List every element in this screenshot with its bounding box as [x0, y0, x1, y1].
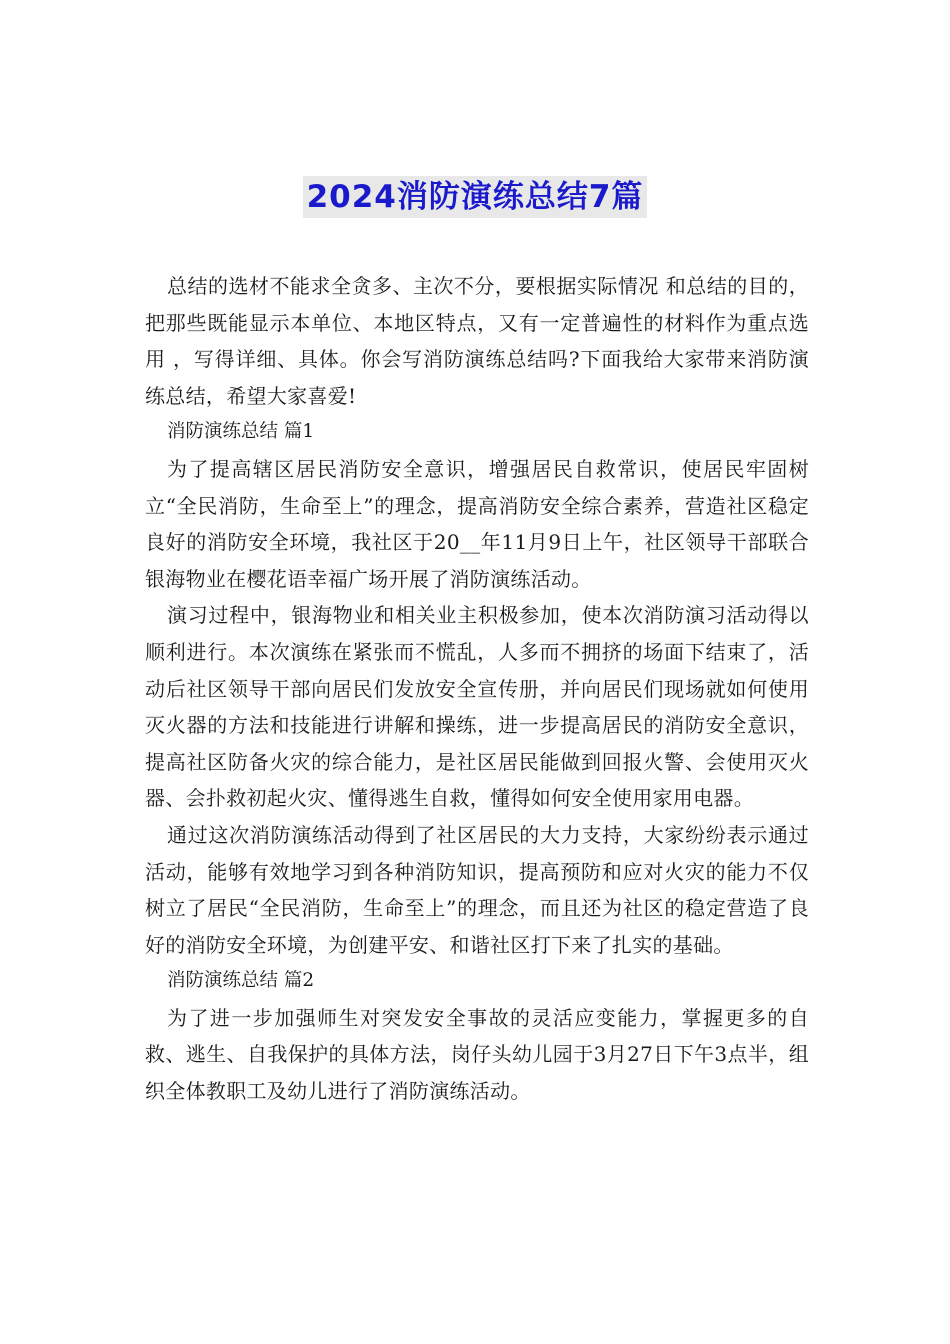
title-wrap: [0, 176, 950, 218]
section2-paragraph-1: 为了进一步加强师生对突发安全事故的灵活应变能力，掌握更多的自救、逃生、自我保护的具体方法，岗仔头幼儿园于3月27日下午3点半，组织全体教职工及幼儿进行了消防演练活动。: [145, 1005, 809, 1104]
section-heading-2: 消防演练总结 篇2: [167, 970, 315, 992]
section1-paragraph-1: 为了提高辖区居民消防安全意识，增强居民自救常识，使居民牢固树立“全民消防，生命至上”的理念，提高消防安全综合素养，营造社区稳定良好的消防安全环境，我社区于20__年11月9日上午，社区领导干部联合银海物业在樱花语幸福广场开展了消防演练活动。: [145, 456, 809, 591]
document-title: 2024消防演练总结7篇: [303, 176, 648, 218]
document-body: [145, 268, 809, 1110]
intro-paragraph: 总结的选材不能求全贪多、主次不分，要根据实际情况 和总结的目的，把那些既能显示本单位、本地区特点，又有一定普遍性的材料作为重点选用 ，写得详细、具体。你会写消防演练总结吗?下面我给大家带来消防演练总结，希望大家喜爱!: [145, 274, 809, 408]
section1-paragraph-3: 通过这次消防演练活动得到了社区居民的大力支持，大家纷纷表示通过活动，能够有效地学习到各种消防知识，提高预防和应对火灾的能力不仅树立了居民“全民消防，生命至上”的理念，而且还为社区的稳定营造了良好的消防安全环境，为创建平安、和谐社区打下来了扎实的基础。: [145, 822, 809, 957]
section1-paragraph-2: 演习过程中，银海物业和相关业主积极参加，使本次消防演习活动得以顺利进行。本次演练在紧张而不慌乱，人多而不拥挤的场面下结束了，活动后社区领导干部向居民们发放安全宣传册，并向居民们现场就如何使用灭火器的方法和技能进行讲解和操练，进一步提高居民的消防安全意识，提高社区防备火灾的综合能力，是社区居民能做到回报火警、会使用灭火器、会扑救初起火灾、懂得逃生自救，懂得如何安全使用家用电器。: [145, 603, 809, 811]
section-heading-1: 消防演练总结 篇1: [167, 421, 315, 443]
